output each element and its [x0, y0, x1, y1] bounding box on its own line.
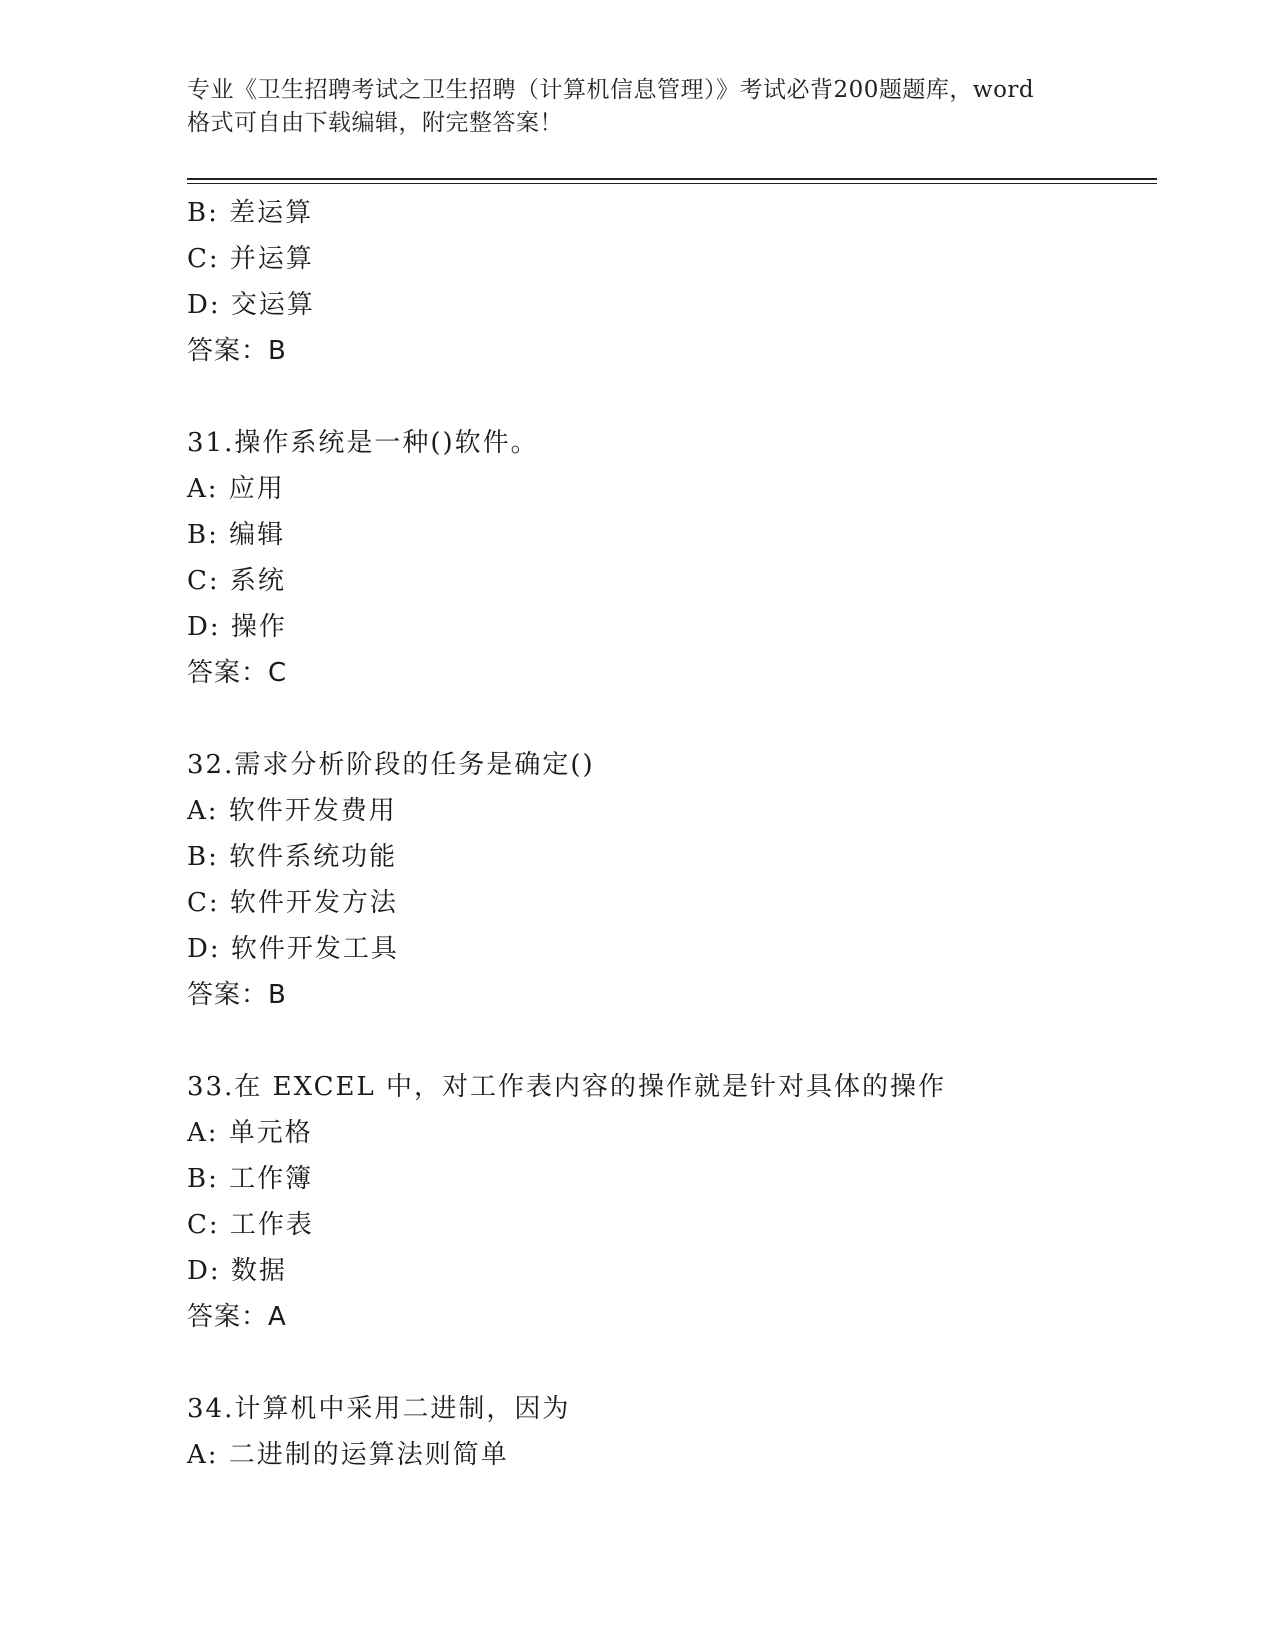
option-d: D: 操作 [187, 612, 287, 642]
question-text: 31.操作系统是一种()软件。 [187, 428, 539, 458]
option-b: B: 编辑 [187, 520, 286, 550]
question-list [187, 190, 1157, 1478]
header-divider-thick [187, 178, 1157, 180]
question-text: 33.在 EXCEL 中，对工作表内容的操作就是针对具体的操作 [187, 1072, 947, 1102]
question-33 [187, 1064, 1157, 1340]
option-b: B: 工作簿 [187, 1164, 314, 1194]
option-d: D: 软件开发工具 [187, 934, 399, 964]
document-header [187, 74, 1097, 140]
header-line-2: 格式可自由下载编辑，附完整答案！ [187, 110, 563, 136]
answer-line: 答案：B [187, 980, 287, 1010]
option-b: B: 软件系统功能 [187, 842, 398, 872]
question-30-tail [187, 190, 1157, 374]
option-a: A: 软件开发费用 [187, 796, 397, 826]
option-c: C: 软件开发方法 [187, 888, 398, 918]
option-c: C: 工作表 [187, 1210, 314, 1240]
option-d: D: 数据 [187, 1256, 287, 1286]
question-text: 34.计算机中采用二进制，因为 [187, 1394, 571, 1424]
option-b: B: 差运算 [187, 198, 314, 228]
option-c: C: 并运算 [187, 244, 314, 274]
question-31 [187, 420, 1157, 696]
answer-line: 答案：C [187, 658, 288, 688]
option-a: A: 二进制的运算法则简单 [187, 1440, 509, 1470]
answer-line: 答案：A [187, 1302, 287, 1332]
question-34 [187, 1386, 1157, 1478]
option-d: D: 交运算 [187, 290, 315, 320]
header-line-1: 专业《卫生招聘考试之卫生招聘（计算机信息管理）》考试必背200题题库，word [187, 77, 1035, 103]
question-text: 32.需求分析阶段的任务是确定() [187, 750, 595, 780]
option-a: A: 应用 [187, 474, 285, 504]
option-c: C: 系统 [187, 566, 286, 596]
answer-line: 答案：B [187, 336, 287, 366]
header-divider-thin [187, 183, 1157, 184]
option-a: A: 单元格 [187, 1118, 313, 1148]
question-32 [187, 742, 1157, 1018]
